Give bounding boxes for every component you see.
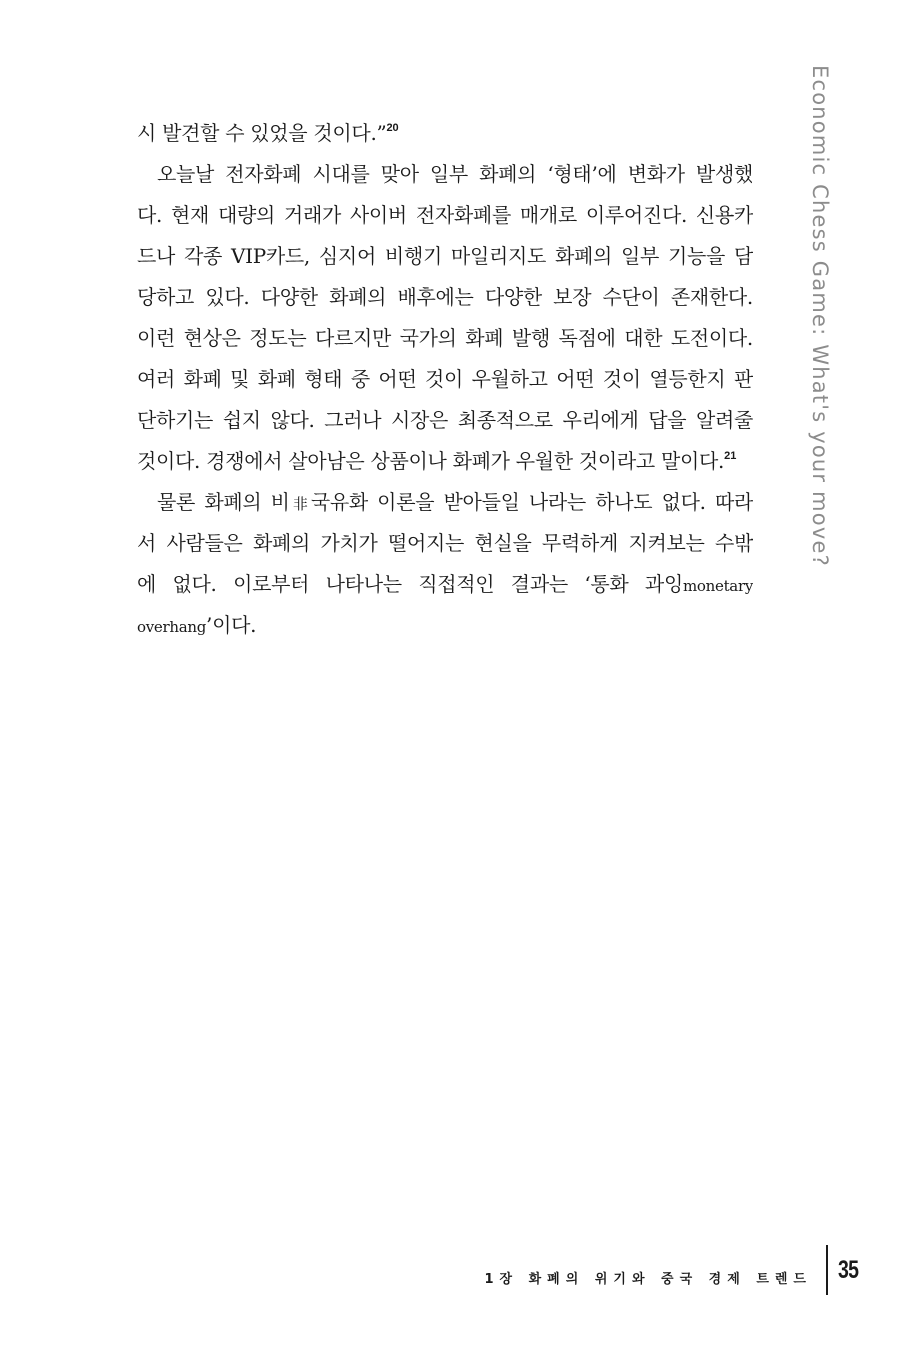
text-line: 에 없다. 이로부터 나타나는 직접적인 결과는 ‘통화 과잉monetary: [137, 572, 753, 596]
text-line: 서 사람들은 화폐의 가치가 떨어지는 현실을 무력하게 지켜보는 수밖: [137, 531, 753, 555]
text-line: 다. 현재 대량의 거래가 사이버 전자화폐를 매개로 이루어진다. 신용카: [137, 203, 753, 227]
body-text: [137, 113, 753, 646]
text-line: overhang’이다.: [137, 613, 257, 637]
text-line: 물론 화폐의 비非국유화 이론을 받아들일 나라는 하나도 없다. 따라: [157, 490, 753, 514]
text-line: 당하고 있다. 다양한 화폐의 배후에는 다양한 보장 수단이 존재한다.: [137, 285, 753, 309]
text-line: 이런 현상은 정도는 다르지만 국가의 화폐 발행 독점에 대한 도전이다.: [137, 326, 753, 350]
footnote-ref[interactable]: 20: [386, 122, 399, 134]
page-number: 35: [838, 1256, 859, 1284]
footnote-ref[interactable]: 21: [724, 450, 737, 462]
text-line: 것이다. 경쟁에서 살아남은 상품이나 화폐가 우월한 것이라고 말이다.$^{21}$: [137, 449, 737, 473]
text-line: 단하기는 쉽지 않다. 그러나 시장은 최종적으로 우리에게 답을 알려줄: [137, 408, 753, 432]
text-line: 오늘날 전자화폐 시대를 맞아 일부 화폐의 ‘형태’에 변화가 발생했: [157, 162, 753, 186]
chapter-title: 1장 화폐의 위기와 중국 경제 트렌드: [484, 1272, 812, 1287]
text-line: 드나 각종 VIP카드, 심지어 비행기 마일리지도 화폐의 일부 기능을 담: [137, 244, 753, 268]
hanja-annotation: 非: [289, 495, 311, 513]
footer-divider: [826, 1245, 828, 1295]
running-title: Economic Chess Game: What's your move?: [808, 65, 832, 567]
text-line: 여러 화폐 및 화폐 형태 중 어떤 것이 우월하고 어떤 것이 열등한지 판: [137, 367, 753, 391]
text-line: 시 발견할 수 있었을 것이다.”$^{20}$: [137, 121, 399, 145]
english-annotation: monetary: [682, 577, 753, 595]
english-annotation: overhang: [137, 618, 207, 636]
